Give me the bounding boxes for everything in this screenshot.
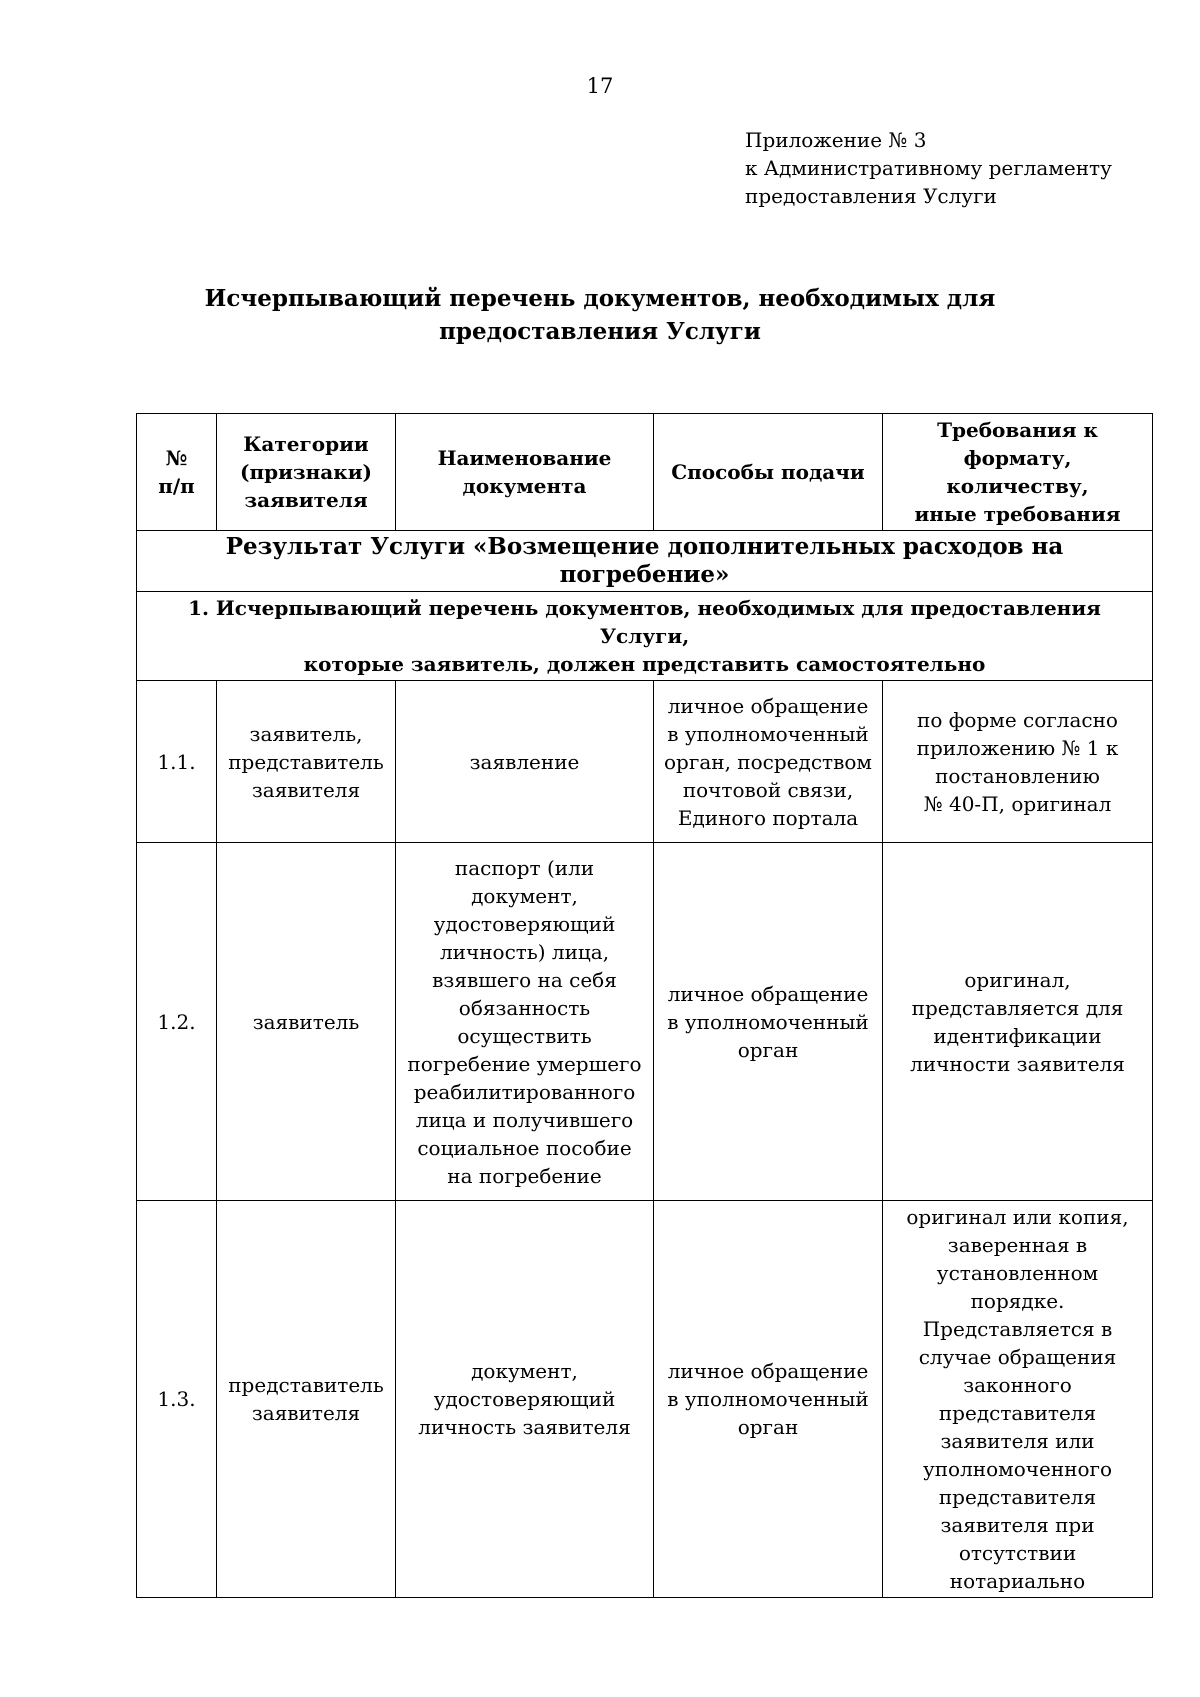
cell-line: в уполномоченный <box>667 1009 869 1034</box>
cell-line: оригинал или копия, <box>906 1205 1129 1229</box>
cell-line: документ, <box>471 1359 578 1383</box>
cell-line: 1. Исчерпывающий перечень документов, необходимых для предоставления Услуги, <box>188 596 1101 648</box>
cell-line: заверенная в <box>947 1233 1088 1257</box>
cell-line: обязанность <box>458 995 591 1020</box>
header-document <box>396 414 654 531</box>
cell-line: заявителя <box>251 1401 361 1425</box>
header-row <box>137 414 1153 531</box>
row-category <box>217 1201 396 1598</box>
table-row <box>137 1201 1153 1598</box>
cell-line: Представляется в <box>922 1317 1113 1341</box>
table-row <box>137 843 1153 1201</box>
cell-line: личное обращение <box>667 981 869 1006</box>
title-line: Исчерпывающий перечень документов, необходимых для <box>204 285 996 312</box>
cell-line: случае обращения <box>918 1345 1117 1369</box>
cell-line: иные требования <box>914 502 1121 526</box>
cell-line: постановлению <box>935 763 1100 788</box>
cell-line: представитель <box>228 749 384 774</box>
row-num: 1.2. <box>137 843 217 1201</box>
cell-line: удостоверяющий <box>433 911 616 936</box>
cell-line: заявление <box>469 749 580 774</box>
appendix-line: Приложение № 3 <box>745 128 927 152</box>
header-num <box>137 414 217 531</box>
cell-line: Требования к <box>937 418 1098 442</box>
cell-line: личности заявителя <box>910 1051 1125 1076</box>
row-method <box>654 1201 883 1598</box>
cell-line: Категории <box>243 432 369 456</box>
cell-line: оригинал, <box>964 967 1071 992</box>
cell-line: личность) лица, <box>439 939 610 964</box>
row-category <box>217 681 396 843</box>
cell-line: заявитель <box>252 1009 360 1034</box>
appendix-note <box>745 126 1112 210</box>
cell-line: заявителя при <box>940 1513 1095 1537</box>
document-title <box>0 282 1200 348</box>
cell-line: представителя <box>938 1485 1097 1509</box>
cell-line: № <box>165 446 188 470</box>
cell-line: п/п <box>158 474 195 498</box>
header-category <box>217 414 396 531</box>
cell-line: заявителя <box>244 488 368 512</box>
row-requirements <box>883 1201 1153 1598</box>
cell-line: нотариально <box>949 1569 1086 1593</box>
subsection-row <box>137 592 1153 681</box>
cell-line: социальное пособие <box>417 1135 632 1160</box>
cell-line: почтовой связи, <box>682 777 854 802</box>
row-document <box>396 1201 654 1598</box>
header-method <box>654 414 883 531</box>
table-row <box>137 681 1153 843</box>
section-row <box>137 531 1153 592</box>
row-num: 1.3. <box>137 1201 217 1598</box>
cell-line: лица и получившего <box>415 1107 634 1132</box>
row-category <box>217 843 396 1201</box>
cell-line: идентификации <box>933 1023 1102 1048</box>
page-number: 17 <box>586 74 614 98</box>
cell-line: установленном <box>936 1261 1099 1285</box>
cell-line: (признаки) <box>239 460 373 484</box>
row-document <box>396 681 654 843</box>
cell-line: в уполномоченный <box>667 1387 869 1411</box>
cell-line: орган <box>737 1415 799 1439</box>
cell-line: по форме согласно <box>917 707 1118 732</box>
subsection-title <box>137 592 1153 681</box>
cell-line: орган <box>737 1037 799 1062</box>
row-method <box>654 843 883 1201</box>
row-method <box>654 681 883 843</box>
appendix-line: предоставления Услуги <box>745 184 997 208</box>
appendix-line: к Административному регламенту <box>745 156 1112 180</box>
section-title: Результат Услуги «Возмещение дополнительных расходов на погребение» <box>137 531 1153 592</box>
row-requirements <box>883 681 1153 843</box>
cell-line: уполномоченного <box>922 1457 1113 1481</box>
cell-line: Способы подачи <box>671 460 865 484</box>
cell-line: заявителя <box>251 777 361 802</box>
cell-line: личное обращение <box>667 1359 869 1383</box>
header-requirements <box>883 414 1153 531</box>
cell-line: Единого портала <box>677 805 859 830</box>
cell-line: порядке. <box>970 1289 1065 1313</box>
cell-line: № 40-П, оригинал <box>923 791 1112 816</box>
cell-line: личность заявителя <box>418 1415 631 1439</box>
cell-line: паспорт (или <box>454 855 595 880</box>
cell-line: удостоверяющий <box>433 1387 616 1411</box>
cell-line: взявшего на себя <box>432 967 617 992</box>
cell-line: погребение умершего <box>407 1051 642 1076</box>
cell-line: реабилитированного <box>413 1079 636 1104</box>
cell-line: формату, количеству, <box>946 446 1089 498</box>
cell-line: орган, посредством <box>664 749 872 774</box>
title-line: предоставления Услуги <box>439 318 761 345</box>
row-requirements <box>883 843 1153 1201</box>
cell-line: на погребение <box>447 1163 602 1188</box>
documents-table <box>136 413 1153 1598</box>
cell-line: документ, <box>471 883 578 908</box>
cell-line: осуществить <box>457 1023 592 1048</box>
row-document <box>396 843 654 1201</box>
cell-line: Наименование <box>437 446 612 470</box>
cell-line: отсутствии <box>958 1541 1077 1565</box>
cell-line: заявитель, <box>249 721 363 746</box>
cell-line: представляется для <box>911 995 1124 1020</box>
cell-line: приложению № 1 к <box>916 735 1119 760</box>
cell-line: представитель <box>228 1373 384 1397</box>
row-num: 1.1. <box>137 681 217 843</box>
cell-line: которые заявитель, должен представить самостоятельно <box>303 652 986 676</box>
cell-line: заявителя или <box>940 1429 1095 1453</box>
cell-line: законного <box>963 1373 1072 1397</box>
cell-line: документа <box>462 474 587 498</box>
cell-line: личное обращение <box>667 693 869 718</box>
cell-line: представителя <box>938 1401 1097 1425</box>
cell-line: в уполномоченный <box>667 721 869 746</box>
